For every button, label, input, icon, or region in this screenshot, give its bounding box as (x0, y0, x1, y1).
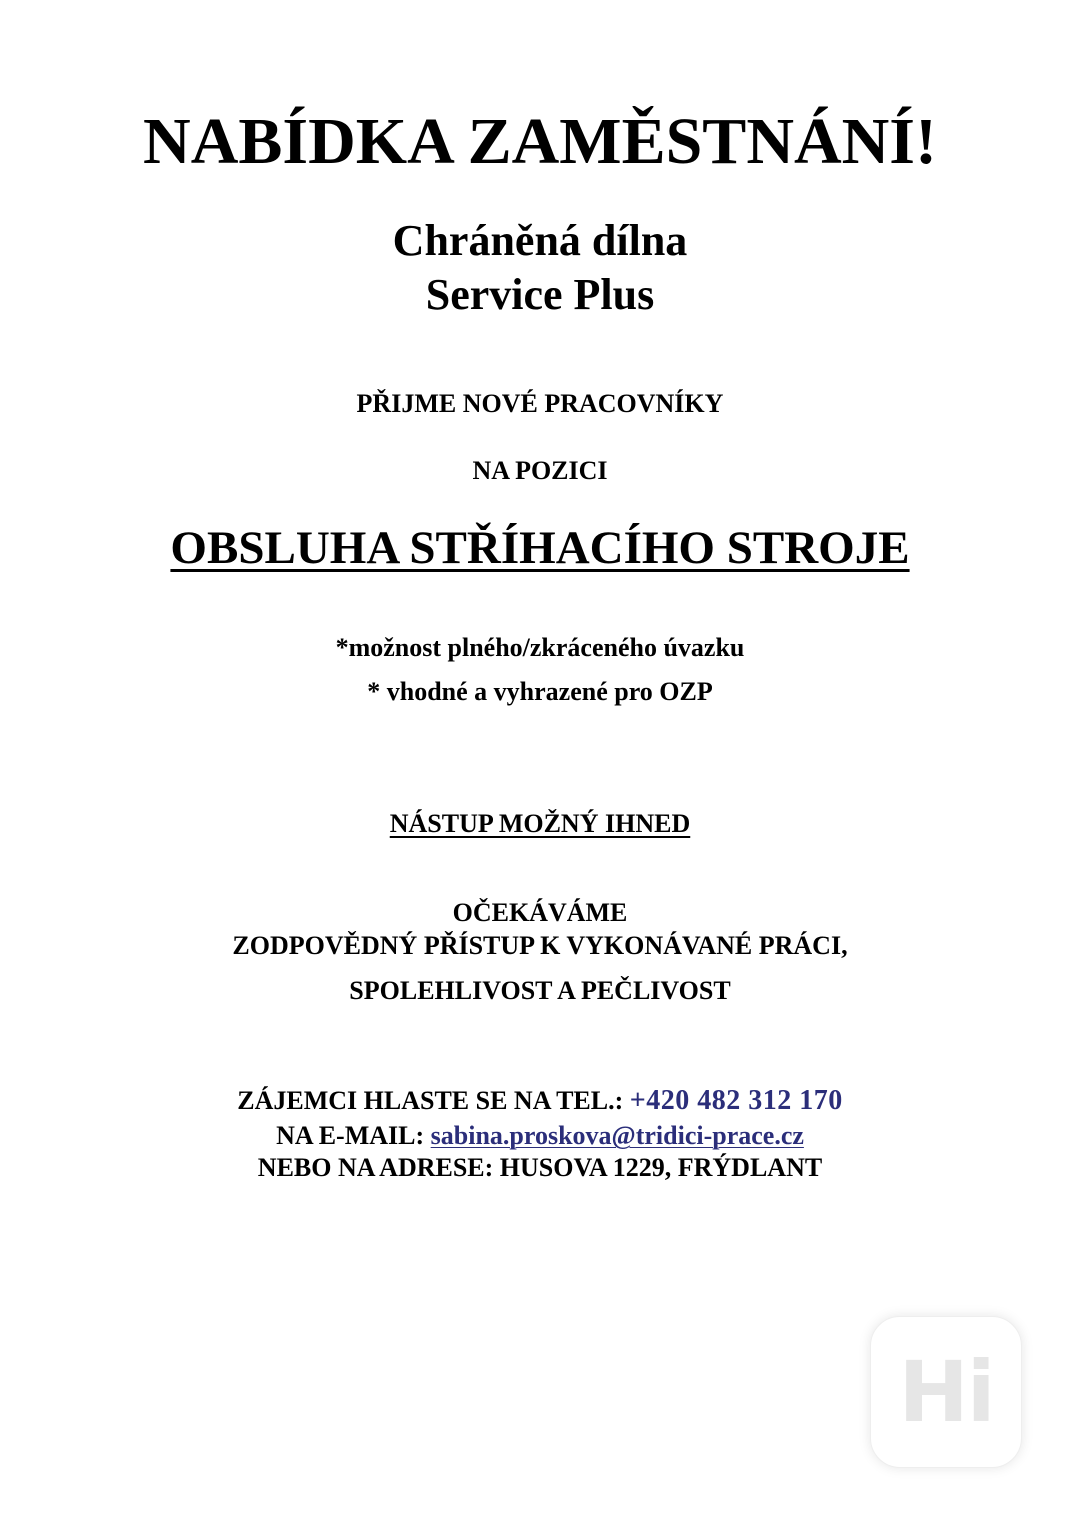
watermark-logo (870, 1316, 1022, 1468)
position-title: OBSLUHA STŘÍHACÍHO STROJE (170, 522, 910, 574)
company-name-line-1: Chráněná dílna (392, 216, 688, 265)
intro-subtext: NA POZICI (472, 456, 608, 485)
expectations-line-1: ZODPOVĚDNÝ PŘÍSTUP K VYKONÁVANÉ PRÁCI, (232, 931, 848, 960)
phone-label: ZÁJEMCI HLASTE SE NA TEL.: (237, 1086, 630, 1115)
expectations-line-2: SPOLEHLIVOST A PEČLIVOST (349, 976, 731, 1005)
intro-text: PŘIJME NOVÉ PRACOVNÍKY (356, 389, 724, 418)
watermark-logo-text: Hi (898, 1343, 994, 1441)
note-suitability: * vhodné a vyhrazené pro OZP (367, 677, 713, 706)
phone-number[interactable]: +420 482 312 170 (629, 1085, 843, 1116)
contact-email-line (0, 1120, 1080, 1152)
contact-phone-line (0, 1085, 1080, 1117)
email-label: NA E-MAIL: (276, 1121, 431, 1150)
contact-address: NEBO NA ADRESE: HUSOVA 1229, FRÝDLANT (257, 1153, 823, 1182)
note-contract-type: *možnost plného/zkráceného úvazku (335, 633, 745, 662)
start-date-notice: NÁSTUP MOŽNÝ IHNED (389, 809, 691, 838)
email-link[interactable]: sabina.proskova@tridici-prace.cz (430, 1121, 804, 1150)
company-name-line-2: Service Plus (425, 270, 655, 319)
expectations-heading: OČEKÁVÁME (452, 898, 628, 927)
headline: NABÍDKA ZAMĚSTNÁNÍ! (143, 105, 937, 178)
